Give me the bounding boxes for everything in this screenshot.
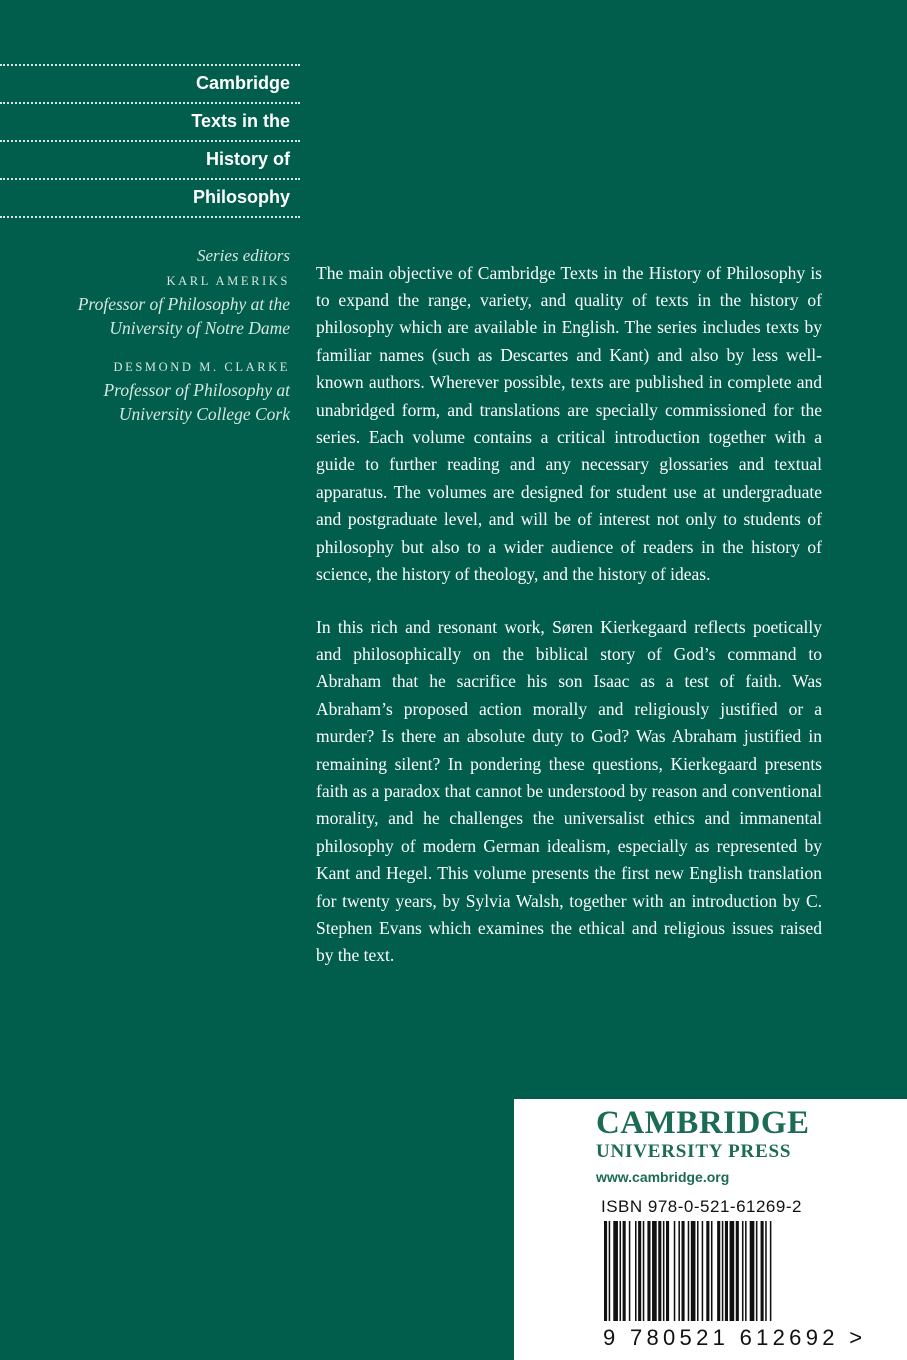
series-editors [0,244,290,426]
barcode-bar [756,1221,758,1321]
barcode-bar [638,1221,641,1321]
dotted-rule [0,64,300,66]
barcode-bar [643,1221,645,1321]
barcode-bar [613,1221,618,1321]
barcode-bar [750,1221,755,1321]
barcode-bar [666,1221,669,1321]
barcode-bar [722,1221,724,1321]
barcode-bar [702,1221,704,1321]
barcode-bar [742,1221,744,1321]
barcode-bar [711,1221,713,1321]
barcode-bar [658,1221,661,1321]
barcode-bar [770,1221,772,1321]
dotted-rule [0,216,300,218]
editor-role-line: Professor of Philosophy at [103,380,290,400]
barcode-bar [663,1221,665,1321]
series-title-line-1: Cambridge [195,73,290,93]
book-description-paragraph: In this rich and resonant work, Søren Kierkegaard reflects poetically and philosophically on the biblical story of God’s command to Abraham that he sacrifice his son Isaac as a test of faith. Was Abraham’s proposed action morally and religiously justified or a murder? Is there an absolute duty to God? Was Abraham justified in remaining silent? In pondering these questions, Kierkegaard presents faith as a paradox that cannot be understood by reason and conventional morality, and he challenges the universalist ethics and immanental philosophy of modern German idealism, especially as represented by Kant and Hegel. This volume presents the first new English translation for twenty years, by Sylvia Walsh, together with an introduction by C. Stephen Evans which examines the ethical and religious issues raised by the text. [316,616,822,966]
dotted-rule [0,140,300,142]
barcode-bar [706,1221,709,1321]
barcode-bar [691,1221,696,1321]
series-editors-label: Series editors [196,246,290,265]
barcode-bar [736,1221,739,1321]
barcode-bar [717,1221,720,1321]
barcode-bar [635,1221,637,1321]
barcode-bar [688,1221,690,1321]
barcode-bar [745,1221,747,1321]
barcode-bar [620,1221,622,1321]
dotted-rule [0,178,300,180]
barcode-bar [604,1221,607,1321]
barcode-bar [678,1221,680,1321]
series-title-line-4: Philosophy [192,187,290,207]
editor-role-line: University College Cork [118,404,290,424]
publisher-url: www.cambridge.org [596,1169,730,1185]
editor-role-line: Professor of Philosophy at the [77,294,290,314]
barcode-bar [609,1221,611,1321]
barcode-bar [682,1221,685,1321]
series-title-line-2: Texts in the [191,111,290,131]
barcode-graphic [604,1221,819,1325]
barcode-bar [761,1221,764,1321]
editor-name: DESMOND M. CLARKE [113,360,290,374]
barcode-bar [647,1221,650,1321]
publisher-name: CAMBRIDGE [596,1105,810,1141]
barcode-bar [652,1221,657,1321]
barcode-bar [725,1221,728,1321]
dotted-rule [0,102,300,104]
editor-role-line: University of Notre Dame [109,318,290,338]
barcode-digits: 9 780521 612692 > [603,1325,867,1350]
editor-name: KARL AMERIKS [166,274,290,288]
series-title-line-3: History of [205,149,290,169]
isbn-text: ISBN 978-0-521-61269-2 [601,1197,802,1216]
barcode-bar [730,1221,735,1321]
barcode-bar [674,1221,676,1321]
series-description-paragraph: The main objective of Cambridge Texts in the History of Philosophy is to expand the range, variety, and quality of texts in the history of philosophy which are available in English. The series includes texts by familiar names (such as Descartes and Kant) and also by less well-known authors. Wherever possible, texts are published in complete and unabridged form, and translations are specially commissioned for the series. Each volume contains a critical introduction together with a guide to further reading and any necessary glossaries and textual apparatus. The volumes are designed for student use at undergraduate and postgraduate level, and will be of interest not only to students of philosophy but also to a wider audience of readers in the history of science, the history of theology, and the history of ideas. [316,262,822,584]
barcode-bar [623,1221,626,1321]
publisher-subname: UNIVERSITY PRESS [596,1141,792,1162]
publisher-panel [514,1099,907,1360]
barcode-bar [765,1221,767,1321]
barcode-bar [697,1221,699,1321]
barcode-bar [629,1221,631,1321]
